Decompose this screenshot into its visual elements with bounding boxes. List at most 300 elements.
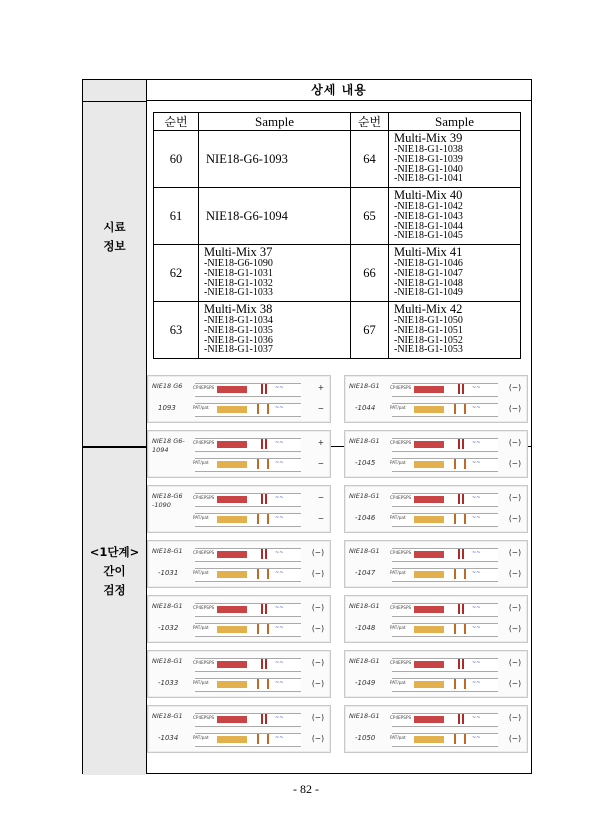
pen-mark: ~~ [275,495,284,501]
control-band [462,604,464,614]
column-header-number: 순번 [154,113,199,131]
pen-mark: ~~ [472,550,481,556]
header-divider [146,100,531,101]
control-band [454,514,456,524]
test-strip-photo [147,375,331,423]
result-mark: (−) [311,548,324,557]
handwritten-sample-id: NIE18-G1 [349,712,380,720]
sample-name: NIE18-G6-1093 [199,131,351,188]
sample-pad [414,516,444,523]
test-label [83,543,146,600]
lane-label: PAT/pat [390,515,406,520]
pen-mark: ~~ [275,715,284,721]
pen-mark: ~~ [472,405,481,411]
multi-mix-title: Multi-Mix 41 [394,245,463,259]
strip-lane-pat [392,403,498,417]
handwritten-sample-id: NIE18-G1 [152,547,183,555]
multi-mix-item: -NIE18-G1-1039 [394,153,463,165]
lane-label: CP4EPSPS [193,495,215,500]
sample-pad [217,406,247,413]
control-band [261,494,263,504]
strip-lane-pat [392,568,498,582]
multi-mix-item: -NIE18-G1-1033 [204,287,273,299]
lane-label: CP4EPSPS [193,550,215,555]
pen-mark: ~~ [472,605,481,611]
test-strip-photo [344,540,528,588]
row-number: 67 [351,302,389,359]
pen-mark: ~~ [472,385,481,391]
table-row [154,131,521,188]
multi-mix-item: -NIE18-G1-1034 [204,315,273,326]
strip-lane-cp4epsps [195,548,301,562]
multi-mix-item: -NIE18-G1-1045 [394,230,463,242]
handwritten-sample-id: NIE18 G6 [152,382,183,390]
control-band [464,459,466,469]
lane-label: PAT/pat [390,625,406,630]
strip-lane-pat [392,733,498,747]
handwritten-sample-id: NIE18-G1 [349,382,380,390]
result-mark: (−) [311,679,324,688]
multi-mix-title: Multi-Mix 38 [204,302,273,316]
multi-mix-item: -NIE18-G1-1050 [394,315,463,326]
table-header-row [154,113,521,131]
test-strip-photo [147,540,331,588]
control-band [265,714,267,724]
control-band [464,569,466,579]
pen-mark: ~~ [275,385,284,391]
strip-lane-cp4epsps [392,658,498,672]
strip-lane-pat [392,513,498,527]
handwritten-sample-id: NIE18-G1 [152,602,183,610]
handwritten-sample-id: NIE18-G6 -1090 [152,492,183,509]
control-band [454,624,456,634]
multi-mix-cell [389,131,521,188]
test-label-line: 간이 [103,564,126,578]
row-number: 65 [351,188,389,245]
row-number: 66 [351,245,389,302]
control-band [267,459,269,469]
result-mark: − [317,493,324,502]
lane-label: PAT/pat [193,515,209,520]
handwritten-sample-id: -1032 [158,624,179,632]
pen-mark: ~~ [472,495,481,501]
lane-label: PAT/pat [193,405,209,410]
sample-info-label [83,218,146,256]
pen-mark: ~~ [275,460,284,466]
test-strip-photo [344,430,528,478]
page-number: - 82 - [293,782,319,796]
result-mark: (−) [311,603,324,612]
handwritten-sample-id: NIE18-G1 [349,657,380,665]
control-band [462,714,464,724]
result-mark: (−) [311,569,324,578]
multi-mix-cell [199,302,351,359]
handwritten-sample-id: -1031 [158,569,179,577]
multi-mix-item: -NIE18-G1-1052 [394,334,463,346]
pen-mark: ~~ [275,515,284,521]
control-band [458,659,460,669]
pen-mark: ~~ [472,680,481,686]
handwritten-sample-id: -1046 [355,514,376,522]
lane-label: CP4EPSPS [390,660,412,665]
control-band [265,549,267,559]
lane-label: PAT/pat [193,570,209,575]
sample-name: NIE18-G6-1094 [199,188,351,245]
lane-label: CP4EPSPS [390,440,412,445]
sample-pad [217,461,247,468]
sample-pad [217,441,247,448]
strip-lane-cp4epsps [195,383,301,397]
control-band [458,384,460,394]
control-band [257,624,259,634]
sample-pad [414,681,444,688]
pen-mark: ~~ [275,625,284,631]
strip-lane-pat [392,623,498,637]
control-band [462,549,464,559]
handwritten-sample-id: -1047 [355,569,376,577]
pen-mark: ~~ [275,660,284,666]
multi-mix-item: -NIE18-G1-1035 [204,324,273,336]
lane-label: CP4EPSPS [390,550,412,555]
control-band [265,494,267,504]
header-title: 상세 내용 [311,83,367,97]
control-band [257,679,259,689]
control-band [458,439,460,449]
control-band [265,659,267,669]
column-header-sample: Sample [199,113,351,131]
header-gutter [83,80,146,101]
sample-pad [414,441,444,448]
multi-mix-cell [389,302,521,359]
test-strip-photo [147,595,331,643]
strip-lane-pat [195,733,301,747]
multi-mix-item: -NIE18-G1-1042 [394,201,463,212]
handwritten-sample-id: -1033 [158,679,179,687]
result-mark: − [317,459,324,468]
handwritten-sample-id: NIE18-G1 [349,437,380,445]
handwritten-sample-id: 1093 [158,404,176,412]
lane-label: CP4EPSPS [193,385,215,390]
strip-lane-cp4epsps [392,493,498,507]
handwritten-sample-id: -1045 [355,459,376,467]
sample-pad [414,571,444,578]
test-strip-photo [344,375,528,423]
multi-mix-item: -NIE18-G1-1038 [394,144,463,155]
control-band [458,494,460,504]
multi-mix-item: -NIE18-G1-1037 [204,344,273,356]
result-mark: − [317,404,324,413]
control-band [464,624,466,634]
pen-mark: ~~ [275,570,284,576]
multi-mix-item: -NIE18-G1-1049 [394,287,463,299]
control-band [458,604,460,614]
lane-label: PAT/pat [193,460,209,465]
sample-pad [217,661,247,668]
control-band [265,384,267,394]
sample-pad [414,406,444,413]
control-band [261,714,263,724]
control-band [454,569,456,579]
pen-mark: ~~ [472,515,481,521]
sample-pad [217,736,247,743]
strip-lane-pat [195,458,301,472]
pen-mark: ~~ [275,550,284,556]
control-band [464,404,466,414]
column-header-sample: Sample [389,113,521,131]
control-band [257,459,259,469]
strip-lane-cp4epsps [392,603,498,617]
result-mark: (−) [508,383,521,392]
result-mark: (−) [508,569,521,578]
pen-mark: ~~ [275,405,284,411]
result-mark: (−) [508,404,521,413]
control-band [462,494,464,504]
strip-lane-cp4epsps [195,603,301,617]
strip-lane-pat [195,678,301,692]
lane-label: CP4EPSPS [390,605,412,610]
multi-mix-item: -NIE18-G1-1043 [394,210,463,222]
sample-table [153,112,521,359]
test-strip-photo [147,485,331,533]
control-band [265,439,267,449]
sample-pad [217,386,247,393]
strip-lane-pat [195,623,301,637]
multi-mix-item: -NIE18-G1-1047 [394,267,463,279]
multi-mix-item: -NIE18-G1-1036 [204,334,273,346]
control-band [265,604,267,614]
multi-mix-item: -NIE18-G1-1048 [394,277,463,289]
pen-mark: ~~ [275,605,284,611]
lane-label: PAT/pat [390,570,406,575]
table-row [154,188,521,245]
handwritten-sample-id: NIE18-G1 [349,547,380,555]
sample-pad [217,551,247,558]
sample-pad [414,386,444,393]
multi-mix-title: Multi-Mix 39 [394,131,463,145]
handwritten-sample-id: NIE18 G6-1094 [152,437,185,454]
result-mark: (−) [508,438,521,447]
strip-lane-cp4epsps [195,658,301,672]
row-number: 60 [154,131,199,188]
control-band [267,734,269,744]
pen-mark: ~~ [275,735,284,741]
table-row [154,245,521,302]
result-mark: (−) [311,624,324,633]
control-band [261,549,263,559]
multi-mix-item: -NIE18-G1-1041 [394,173,463,185]
lane-label: CP4EPSPS [390,495,412,500]
multi-mix-item: -NIE18-G1-1053 [394,344,463,356]
multi-mix-item: -NIE18-G1-1044 [394,220,463,232]
lane-label: CP4EPSPS [193,660,215,665]
multi-mix-item: -NIE18-G1-1051 [394,324,463,336]
pen-mark: ~~ [472,625,481,631]
sample-pad [217,606,247,613]
lane-label: PAT/pat [390,405,406,410]
multi-mix-item: -NIE18-G1-1031 [204,267,273,279]
lane-label: CP4EPSPS [193,605,215,610]
handwritten-sample-id: -1050 [355,734,376,742]
sample-pad [217,571,247,578]
table-row [154,302,521,359]
multi-mix-item: -NIE18-G1-1040 [394,163,463,175]
row-number: 63 [154,302,199,359]
lane-label: PAT/pat [193,680,209,685]
result-mark: − [317,514,324,523]
control-band [462,659,464,669]
control-band [454,459,456,469]
result-mark: + [317,438,324,447]
row-number: 62 [154,245,199,302]
sample-info-label-line: 정보 [103,239,126,253]
lane-label: PAT/pat [390,680,406,685]
pen-mark: ~~ [472,440,481,446]
control-band [464,679,466,689]
result-mark: + [317,383,324,392]
pen-mark: ~~ [472,735,481,741]
result-mark: (−) [508,658,521,667]
lane-label: PAT/pat [390,460,406,465]
control-band [267,514,269,524]
strip-lane-pat [392,678,498,692]
result-mark: (−) [508,603,521,612]
handwritten-sample-id: NIE18-G1 [152,657,183,665]
strip-lane-cp4epsps [392,438,498,452]
lane-label: CP4EPSPS [193,440,215,445]
multi-mix-item: -NIE18-G1-1046 [394,258,463,269]
control-band [464,734,466,744]
test-strip-photo [344,485,528,533]
sample-pad [414,716,444,723]
test-label-line: <1단계> [89,545,140,559]
strip-lane-pat [195,403,301,417]
lane-label: CP4EPSPS [390,385,412,390]
handwritten-sample-id: NIE18-G1 [152,712,183,720]
sample-pad [414,626,444,633]
test-label-line: 검정 [103,583,126,597]
control-band [257,514,259,524]
handwritten-sample-id: -1034 [158,734,179,742]
multi-mix-item: -NIE18-G1-1032 [204,277,273,289]
test-strip-grid [147,375,528,760]
test-strip-photo [147,430,331,478]
row-number: 64 [351,131,389,188]
test-strip-photo [344,705,528,753]
result-mark: (−) [508,548,521,557]
pen-mark: ~~ [472,715,481,721]
strip-lane-cp4epsps [392,548,498,562]
test-strip-photo [344,650,528,698]
lane-label: PAT/pat [193,735,209,740]
control-band [261,439,263,449]
handwritten-sample-id: -1048 [355,624,376,632]
control-band [454,734,456,744]
result-mark: (−) [311,658,324,667]
handwritten-sample-id: NIE18-G1 [349,602,380,610]
multi-mix-item: -NIE18-G6-1090 [204,258,273,269]
handwritten-sample-id: -1049 [355,679,376,687]
sample-pad [414,496,444,503]
control-band [267,404,269,414]
result-mark: (−) [508,734,521,743]
strip-lane-cp4epsps [195,713,301,727]
sample-pad [217,716,247,723]
result-mark: (−) [311,713,324,722]
lane-label: CP4EPSPS [390,715,412,720]
pen-mark: ~~ [472,660,481,666]
sample-info-label-line: 시료 [103,220,126,234]
control-band [454,404,456,414]
multi-mix-cell [389,188,521,245]
sample-pad [217,496,247,503]
control-band [257,404,259,414]
test-strip-photo [147,650,331,698]
result-mark: (−) [508,624,521,633]
control-band [462,439,464,449]
control-band [257,569,259,579]
multi-mix-title: Multi-Mix 40 [394,188,463,202]
control-band [458,549,460,559]
control-band [458,714,460,724]
control-band [462,384,464,394]
pen-mark: ~~ [275,440,284,446]
result-mark: (−) [311,734,324,743]
sample-pad [217,626,247,633]
column-header-number: 순번 [351,113,389,131]
test-strip-photo [344,595,528,643]
sample-gutter [83,101,146,448]
multi-mix-title: Multi-Mix 42 [394,302,463,316]
lane-label: PAT/pat [390,735,406,740]
multi-mix-title: Multi-Mix 37 [204,245,273,259]
sample-pad [414,606,444,613]
strip-lane-cp4epsps [392,383,498,397]
result-mark: (−) [508,713,521,722]
control-band [267,679,269,689]
sample-pad [414,661,444,668]
control-band [464,514,466,524]
multi-mix-cell [389,245,521,302]
strip-lane-cp4epsps [195,493,301,507]
strip-lane-cp4epsps [195,438,301,452]
test-gutter [83,447,146,775]
strip-lane-pat [195,568,301,582]
row-number: 61 [154,188,199,245]
pen-mark: ~~ [275,680,284,686]
control-band [261,659,263,669]
sample-pad [414,736,444,743]
test-strip-photo [147,705,331,753]
control-band [267,569,269,579]
handwritten-sample-id: -1044 [355,404,376,412]
control-band [257,734,259,744]
result-mark: (−) [508,679,521,688]
control-band [267,624,269,634]
sample-pad [414,461,444,468]
lane-label: CP4EPSPS [193,715,215,720]
strip-lane-pat [195,513,301,527]
control-band [454,679,456,689]
sample-pad [217,516,247,523]
lane-label: PAT/pat [193,625,209,630]
control-band [261,604,263,614]
sample-pad [414,551,444,558]
strip-lane-cp4epsps [392,713,498,727]
multi-mix-cell [199,245,351,302]
handwritten-sample-id: NIE18-G1 [349,492,380,500]
result-mark: (−) [508,459,521,468]
pen-mark: ~~ [472,460,481,466]
